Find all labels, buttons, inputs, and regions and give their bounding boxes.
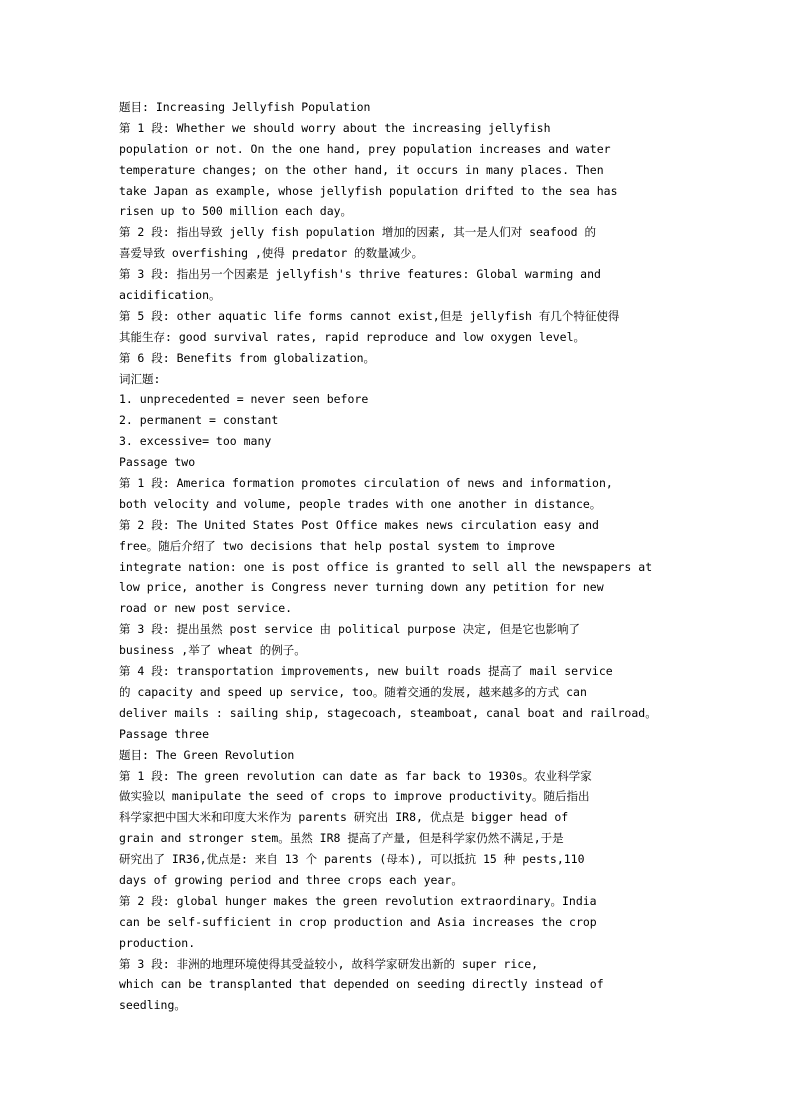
text-line: risen up to 500 million each day。 xyxy=(119,204,353,219)
text-line: deliver mails : sailing ship, stagecoach, steamboat, canal boat and railroad。 xyxy=(119,705,657,720)
passage-two-heading: Passage two xyxy=(119,455,196,470)
text-line: seedling。 xyxy=(119,998,186,1013)
text-line: both velocity and volume, people trades with one another in distance。 xyxy=(119,496,602,511)
text-line: grain and stronger stem。虽然 IR8 提高了产量, 但是科学家仍然不满足,于是 xyxy=(119,831,564,846)
passage-one-title: 题目: Increasing Jellyfish Population xyxy=(119,100,371,114)
text-line: 的 capacity and speed up service, too。随着交通的发展, 越来越多的方式 can xyxy=(119,684,587,699)
text-line: business ,举了 wheat 的例子。 xyxy=(119,643,306,658)
text-line: 第 4 段: transportation improvements, new built roads 提高了 mail service xyxy=(119,664,613,679)
text-line: 第 2 段: 指出导致 jelly fish population 增加的因素, 其一是人们对 seafood 的 xyxy=(119,225,597,240)
text-line: road or new post service. xyxy=(119,601,293,616)
text-line: 第 1 段: Whether we should worry about the increasing jellyfish xyxy=(119,120,551,135)
document-body xyxy=(119,97,679,1016)
text-line: 其能生存: good survival rates, rapid reproduce and low oxygen level。 xyxy=(119,329,585,344)
vocabulary-item: 3. excessive= too many xyxy=(119,434,272,449)
vocabulary-item: 1. unprecedented = never seen before xyxy=(119,392,369,407)
text-line: take Japan as example, whose jellyfish population drifted to the sea has xyxy=(119,183,618,198)
text-line: 第 1 段: The green revolution can date as far back to 1930s。农业科学家 xyxy=(119,768,592,783)
text-line: acidification。 xyxy=(119,288,221,303)
passage-three-title: 题目: The Green Revolution xyxy=(119,747,295,762)
text-line: 研究出了 IR36,优点是: 来自 13 个 parents (母本), 可以抵抗 15 种 pests,110 xyxy=(119,852,585,867)
text-line: production. xyxy=(119,935,196,950)
text-line: low price, another is Congress never turning down any petition for new xyxy=(119,580,604,595)
text-line: 第 3 段: 非洲的地理环境使得其受益较小, 故科学家研发出新的 super rice, xyxy=(119,956,539,971)
text-line: 第 2 段: The United States Post Office makes news circulation easy and xyxy=(119,517,599,532)
text-line: which can be transplanted that depended on seeding directly instead of xyxy=(119,977,604,992)
text-line: 第 1 段: America formation promotes circulation of news and information, xyxy=(119,476,613,491)
text-line: can be self-sufficient in crop production and Asia increases the crop xyxy=(119,914,597,929)
text-line: population or not. On the one hand, prey population increases and water xyxy=(119,141,611,156)
vocabulary-item: 2. permanent = constant xyxy=(119,413,279,428)
text-line: temperature changes; on the other hand, it occurs in many places. Then xyxy=(119,162,604,177)
text-line: 第 2 段: global hunger makes the green revolution extraordinary。India xyxy=(119,893,597,908)
text-line: 喜爱导致 overfishing ,使得 predator 的数量减少。 xyxy=(119,246,424,261)
passage-three-heading: Passage three xyxy=(119,726,210,741)
vocabulary-heading: 词汇题: xyxy=(119,371,161,386)
text-line: days of growing period and three crops each year。 xyxy=(119,872,463,887)
text-line: 科学家把中国大米和印度大米作为 parents 研究出 IR8, 优点是 bigger head of xyxy=(119,810,569,825)
text-line: 第 3 段: 指出另一个因素是 jellyfish's thrive features: Global warming and xyxy=(119,267,601,282)
text-line: 第 3 段: 提出虽然 post service 由 political purpose 决定, 但是它也影响了 xyxy=(119,622,580,637)
text-line: free。随后介绍了 two decisions that help postal system to improve xyxy=(119,538,555,553)
text-line: 做实验以 manipulate the seed of crops to improve productivity。随后指出 xyxy=(119,789,590,804)
text-line: integrate nation: one is post office is granted to sell all the newspapers at xyxy=(119,559,653,574)
text-line: 第 5 段: other aquatic life forms cannot exist,但是 jellyfish 有几个特征使得 xyxy=(119,308,620,323)
text-line: 第 6 段: Benefits from globalization。 xyxy=(119,350,376,365)
